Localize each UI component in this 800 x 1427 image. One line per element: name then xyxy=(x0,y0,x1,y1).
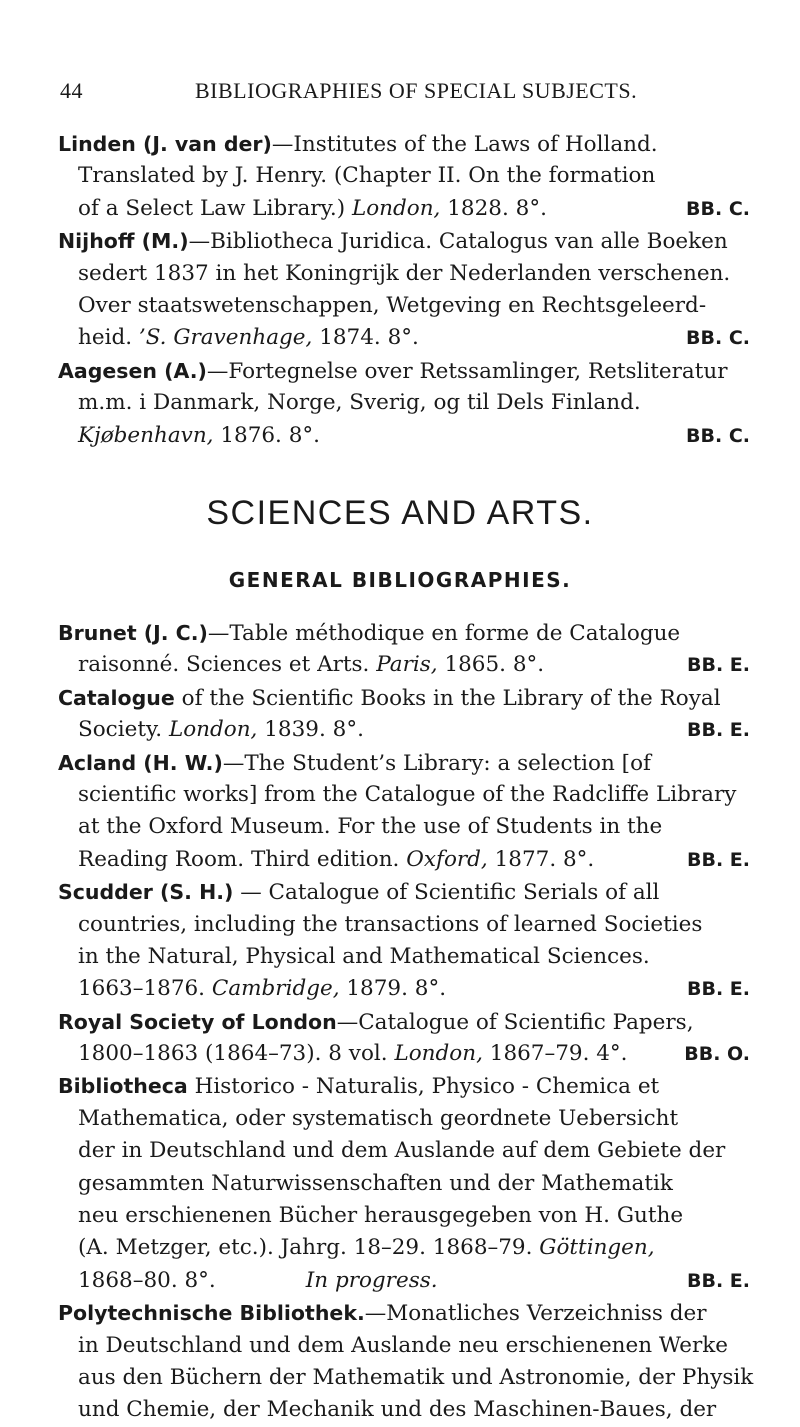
entry-text: in the Natural, Physical and Mathematical Sciences. xyxy=(78,943,650,969)
entry-date: 1839. 8°. xyxy=(264,717,364,743)
entry-text: 1800–1863 (1864–73). 8 vol. xyxy=(78,1041,388,1067)
bib-entry xyxy=(60,876,750,1006)
entry-text: Society. xyxy=(78,717,163,743)
entries-top xyxy=(60,128,750,452)
entry-author: Acland (H. W.) xyxy=(58,750,223,775)
entry-text: scientific works] from the Catalogue of the Radcliffe Library xyxy=(78,781,737,807)
entry-text: —Catalogue of Scientific Papers, xyxy=(336,1009,694,1035)
entry-status: In progress. xyxy=(305,1267,438,1293)
section-title: SCIENCES AND ARTS. xyxy=(206,494,594,532)
shelf-mark: BB. E. xyxy=(687,719,750,742)
entry-place: ’S. Gravenhage, xyxy=(138,325,313,351)
entry-text: (A. Metzger, etc.). Jahrg. 18–29. 1868–79. xyxy=(78,1235,533,1261)
bib-entry xyxy=(60,1070,750,1297)
entry-author: Catalogue xyxy=(58,685,175,710)
entry-place: London, xyxy=(394,1041,483,1067)
entry-place: London, xyxy=(351,195,441,221)
entry-text: heid. xyxy=(78,325,133,351)
entry-text: neu erschienenen Bücher herausgegeben von H. Guthe xyxy=(78,1203,684,1229)
bib-entry xyxy=(60,128,750,225)
entry-text: Mathematica, oder systematisch geordnete Uebersicht xyxy=(78,1105,679,1131)
shelf-mark: BB. O. xyxy=(684,1043,750,1066)
shelf-mark: BB. E. xyxy=(687,1269,750,1292)
entry-place: Cambridge, xyxy=(211,976,340,1002)
entry-author: Royal Society of London xyxy=(58,1009,337,1034)
entry-date: 1828. 8°. xyxy=(447,195,547,221)
entry-text: Translated by J. Henry. (Chapter II. On the formation xyxy=(78,163,656,189)
entry-place: Paris, xyxy=(376,652,438,678)
entry-date: 1877. 8°. xyxy=(494,846,595,872)
bib-entry xyxy=(58,1297,754,1427)
entry-text: Reading Room. Third edition. xyxy=(78,846,400,872)
page-header xyxy=(60,78,750,108)
entry-text: der in Deutschland und dem Auslande auf dem Gebiete der xyxy=(78,1138,726,1164)
entry-date: 1874. 8°. xyxy=(319,325,419,351)
shelf-mark: BB. C. xyxy=(686,197,750,220)
shelf-mark: BB. C. xyxy=(686,327,750,350)
bib-entry xyxy=(60,617,750,682)
entry-place: Oxford, xyxy=(406,846,488,872)
entry-text: in Deutschland und dem Auslande neu erschienenen Werke xyxy=(78,1332,729,1358)
bib-entry xyxy=(60,682,750,747)
entry-text: of the Scientific Books in the Library of the Royal xyxy=(174,685,721,711)
entry-text: —Fortegnelse over Retssamlinger, Retsliteratur xyxy=(206,358,728,384)
entry-place: Göttingen, xyxy=(539,1235,655,1261)
entry-text: —Table méthodique en forme de Catalogue xyxy=(207,621,681,646)
section-subtitle: GENERAL BIBLIOGRAPHIES. xyxy=(228,568,572,592)
shelf-mark: BB. C. xyxy=(686,424,750,447)
entries-bottom xyxy=(58,617,754,1427)
bib-entry xyxy=(60,1006,750,1071)
entry-text: countries, including the transactions of learned Societies xyxy=(78,911,703,937)
entry-author: Nijhoff (M.) xyxy=(58,229,189,254)
entry-text: und Chemie, der Mechanik und des Maschinen-Baues, der xyxy=(78,1397,717,1423)
entry-author: Aagesen (A.) xyxy=(58,358,207,383)
entry-text: —Monatliches Verzeichniss der xyxy=(364,1301,707,1327)
entry-text: of a Select Law Library.) xyxy=(78,195,346,221)
entry-text: aus den Büchern der Mathematik und Astronomie, der Physik xyxy=(78,1364,754,1390)
entry-author: Linden (J. van der) xyxy=(58,132,272,156)
bib-entry xyxy=(60,355,750,452)
entry-date: 1879. 8°. xyxy=(346,976,447,1002)
shelf-mark: BB. E. xyxy=(687,978,750,1001)
entry-text: at the Oxford Museum. For the use of Students in the xyxy=(78,814,663,840)
entry-text: —The Student’s Library: a selection [of xyxy=(222,750,651,776)
entry-text: Historico - Naturalis, Physico - Chemica et xyxy=(187,1074,660,1100)
entry-date: 1868–80. 8°. xyxy=(78,1267,216,1293)
entry-text: m.m. i Danmark, Norge, Sverig, og til Dels Finland. xyxy=(78,390,641,416)
entry-text: —Bibliotheca Juridica. Catalogus van alle Boeken xyxy=(188,229,728,255)
entry-date: 1876. 8°. xyxy=(220,422,320,448)
entry-text: — Catalogue of Scientific Serials of all xyxy=(233,880,660,906)
running-title: BIBLIOGRAPHIES OF SPECIAL SUBJECTS. xyxy=(195,78,638,103)
entry-text: Over staatswetenschappen, Wetgeving en Rechtsgeleerd- xyxy=(78,292,707,318)
shelf-mark: BB. E. xyxy=(687,654,750,677)
bib-entry xyxy=(60,747,750,877)
entry-text: 1663–1876. xyxy=(78,976,206,1002)
entry-author: Scudder (S. H.) xyxy=(58,880,234,905)
entry-text: sedert 1837 in het Koningrijk der Nederlanden verschenen. xyxy=(78,260,731,286)
entry-text: raisonné. Sciences et Arts. xyxy=(78,652,370,678)
entry-place: London, xyxy=(168,717,258,743)
entry-date: 1867–79. 4°. xyxy=(489,1041,628,1067)
entry-author: Bibliotheca xyxy=(58,1074,188,1099)
entry-text: gesammten Naturwissenschaften und der Mathematik xyxy=(78,1170,673,1196)
page-number: 44 xyxy=(60,78,83,103)
bib-entry xyxy=(60,225,750,355)
entry-place: Kjøbenhavn, xyxy=(78,422,214,448)
shelf-mark: BB. E. xyxy=(687,848,750,871)
entry-author: Brunet (J. C.) xyxy=(58,621,208,645)
entry-date: 1865. 8°. xyxy=(444,652,545,678)
entry-text: —Institutes of the Laws of Holland. xyxy=(271,132,658,157)
entry-author: Polytechnische Bibliothek. xyxy=(58,1301,365,1326)
